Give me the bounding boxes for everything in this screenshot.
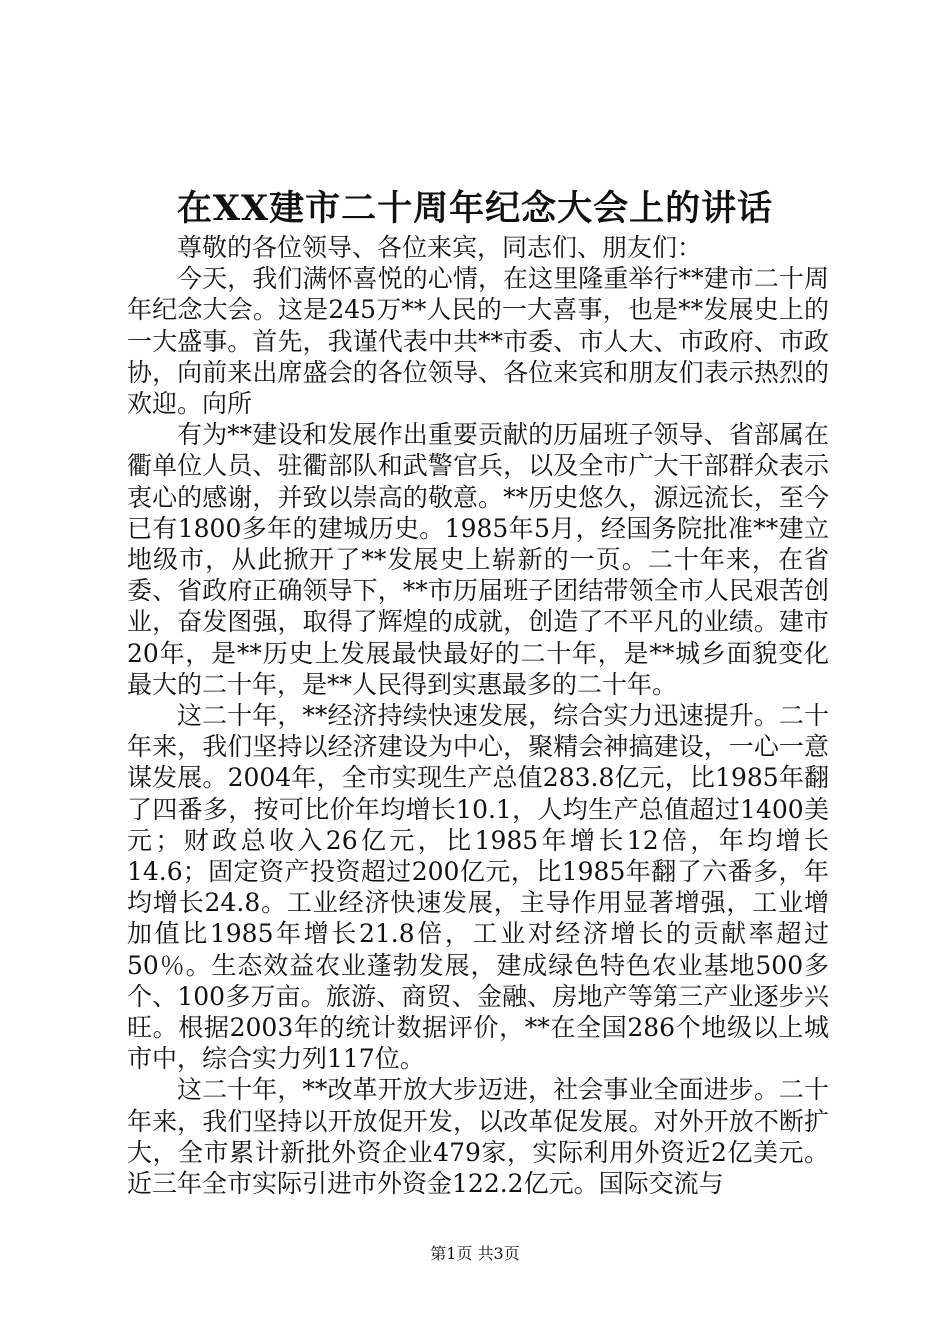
page-footer: 第1页 共3页 [430, 1244, 520, 1263]
body-paragraph: 有为**建设和发展作出重要贡献的历届班子领导、省部属在衢单位人员、驻衢部队和武警官兵，以及全市广大干部群众表示衷心的感谢，并致以崇高的敬意。**历史悠久，源远流长，至今已有1800多年的建城历史。1985年5月，经国务院批准**建立地级市，从此掀开了**发展史上崭新的一页。二十年来，在省委、省政府正确领导下，**市历届班子团结带领全市人民艰苦创业，奋发图强，取得了辉煌的成就，创造了不平凡的业绩。建市20年，是**历史上发展最快最好的二十年，是**城乡面貌变化最大的二十年，是**人民得到实惠最多的二十年。 [127, 420, 829, 699]
body-paragraph: 这二十年，**经济持续快速发展，综合实力迅速提升。二十年来，我们坚持以经济建设为中心，聚精会神搞建设，一心一意谋发展。2004年，全市实现生产总值283.8亿元，比1985年翻了四番多，按可比价年均增长10.1，人均生产总值超过1400美元；财政总收入26亿元，比1985年增长12倍，年均增长14.6；固定资产投资超过200亿元，比1985年翻了六番多，年均增长24.8。工业经济快速发展，主导作用显著增强，工业增加值比1985年增长21.8倍，工业对经济增长的贡献率超过50％。生态效益农业蓬勃发展，建成绿色特色农业基地500多个、100多万亩。旅游、商贸、金融、房地产等第三产业逐步兴旺。根据2003年的统计数据评价，**在全国286个地级以上城市中，综合实力列117位。 [127, 701, 829, 1074]
salutation-paragraph: 尊敬的各位领导、各位来宾，同志们、朋友们： [177, 233, 703, 262]
document-body [127, 232, 829, 1199]
document-title: 在XX建市二十周年纪念大会上的讲话 [176, 188, 774, 229]
body-paragraph: 这二十年，**改革开放大步迈进，社会事业全面进步。二十年来，我们坚持以开放促开发，以改革促发展。对外开放不断扩大，全市累计新批外资企业479家，实际利用外资近2亿美元。近三年全市实际引进市外资金122.2亿元。国际交流与 [127, 1075, 829, 1199]
body-paragraph: 今天，我们满怀喜悦的心情，在这里隆重举行**建市二十周年纪念大会。这是245万**人民的一大喜事，也是**发展史上的一大盛事。首先，我谨代表中共**市委、市人大、市政府、市政协，向前来出席盛会的各位领导、各位来宾和朋友们表示热烈的欢迎。向所 [127, 264, 829, 419]
